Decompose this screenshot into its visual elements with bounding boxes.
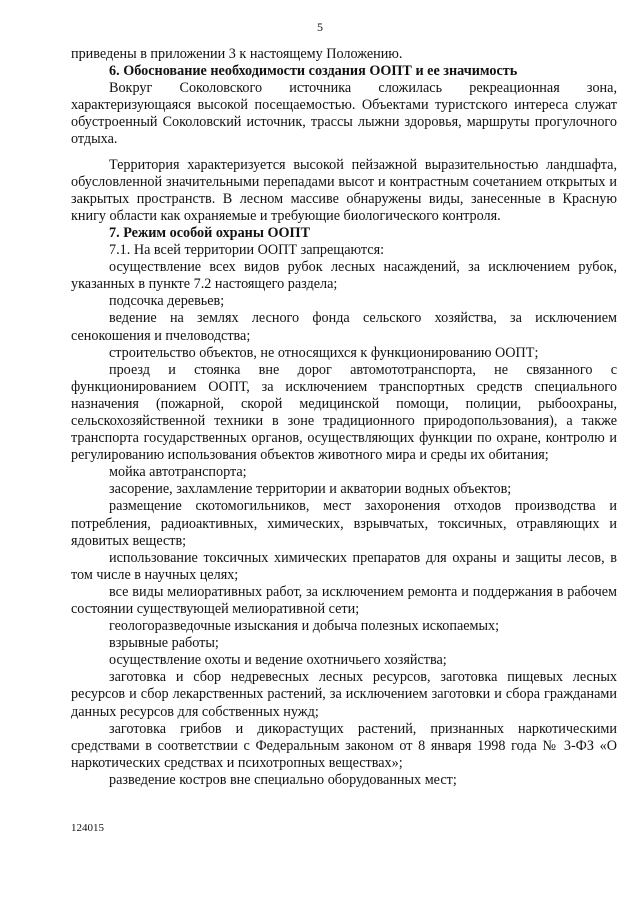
list-item: ведение на землях лесного фонда сельского хозяйства, за исключением сенокошения и пчеловодства; [71, 310, 617, 344]
list-item: подсочка деревьев; [109, 293, 225, 310]
list-item: заготовка и сбор недревесных лесных ресурсов, заготовка пищевых лесных ресурсов и сбор лекарственных растений, за исключением заготовки и сбора гражданами данных ресурсов для собственных нужд; [71, 669, 617, 720]
section-7-heading: 7. Режим особой охраны ООПТ [109, 224, 311, 241]
list-item: использование токсичных химических препаратов для охраны и защиты лесов, в том числе в научных целях; [71, 549, 617, 583]
list-item: геологоразведочные изыскания и добыча полезных ископаемых; [109, 618, 500, 635]
list-item: взрывные работы; [109, 635, 219, 652]
section-7-intro: 7.1. На всей территории ООПТ запрещаются: [109, 242, 385, 259]
list-item: осуществление охоты и ведение охотничьего хозяйства; [109, 652, 447, 669]
intro-line: приведены в приложении 3 к настоящему Положению. [71, 46, 403, 62]
section-6-paragraph: Территория характеризуется высокой пейзажной выразительностью ландшафта, обусловленной значительными перепадами высот и контрастным сочетанием открытых и закрытых пространств. В лесном массиве обнаружены виды, занесенные в Красную книгу области как охраняемые и требующие биологического контроля. [71, 156, 617, 224]
list-item: размещение скотомогильников, мест захоронения отходов производства и потребления, радиоактивных, химических, взрывчатых, токсичных, отравляющих и ядовитых веществ; [71, 498, 617, 549]
list-item: заготовка грибов и дикорастущих растений, признанных наркотическими средствами в соответствии с Федеральным законом от 8 января 1998 года № 3-ФЗ «О наркотических средствах и психотропных веществах»; [71, 720, 617, 771]
section-6-paragraph: Вокруг Соколовского источника сложилась рекреационная зона, характеризующаяся высокой посещаемостью. Объектами туристского интереса служат обустроенный Соколовский источник, трассы лыжни здоровья, маршруты прогулочного отдыха. [71, 80, 617, 148]
list-item: разведение костров вне специально оборудованных мест; [109, 771, 457, 788]
section-6-heading: 6. Обоснование необходимости создания ООПТ и ее значимость [109, 63, 518, 80]
list-item: проезд и стоянка вне дорог автомототранспорта, не связанного с функционированием ООПТ, за исключением транспортных средств специального назначения (пожарной, скорой медицинской помощи, полиции, рыбоохраны, сельскохозяйственной техники в зоне традиционного природопользования), а также транспорта государственных органов, осуществляющих функции по охране, контролю и регулированию использования объектов животного мира и среды их обитания; [71, 361, 617, 464]
document-code: 124015 [71, 822, 104, 834]
list-item: все виды мелиоративных работ, за исключением ремонта и поддержания в рабочем состоянии существующей мелиоративной сети; [71, 583, 617, 617]
list-item: мойка автотранспорта; [109, 464, 247, 481]
page-number: 5 [317, 20, 323, 34]
document-body [71, 46, 617, 789]
list-item: осуществление всех видов рубок лесных насаждений, за исключением рубок, указанных в пункте 7.2 настоящего раздела; [71, 259, 617, 293]
list-item: строительство объектов, не относящихся к функционированию ООПТ; [109, 344, 539, 361]
list-item: засорение, захламление территории и акватории водных объектов; [109, 481, 512, 498]
